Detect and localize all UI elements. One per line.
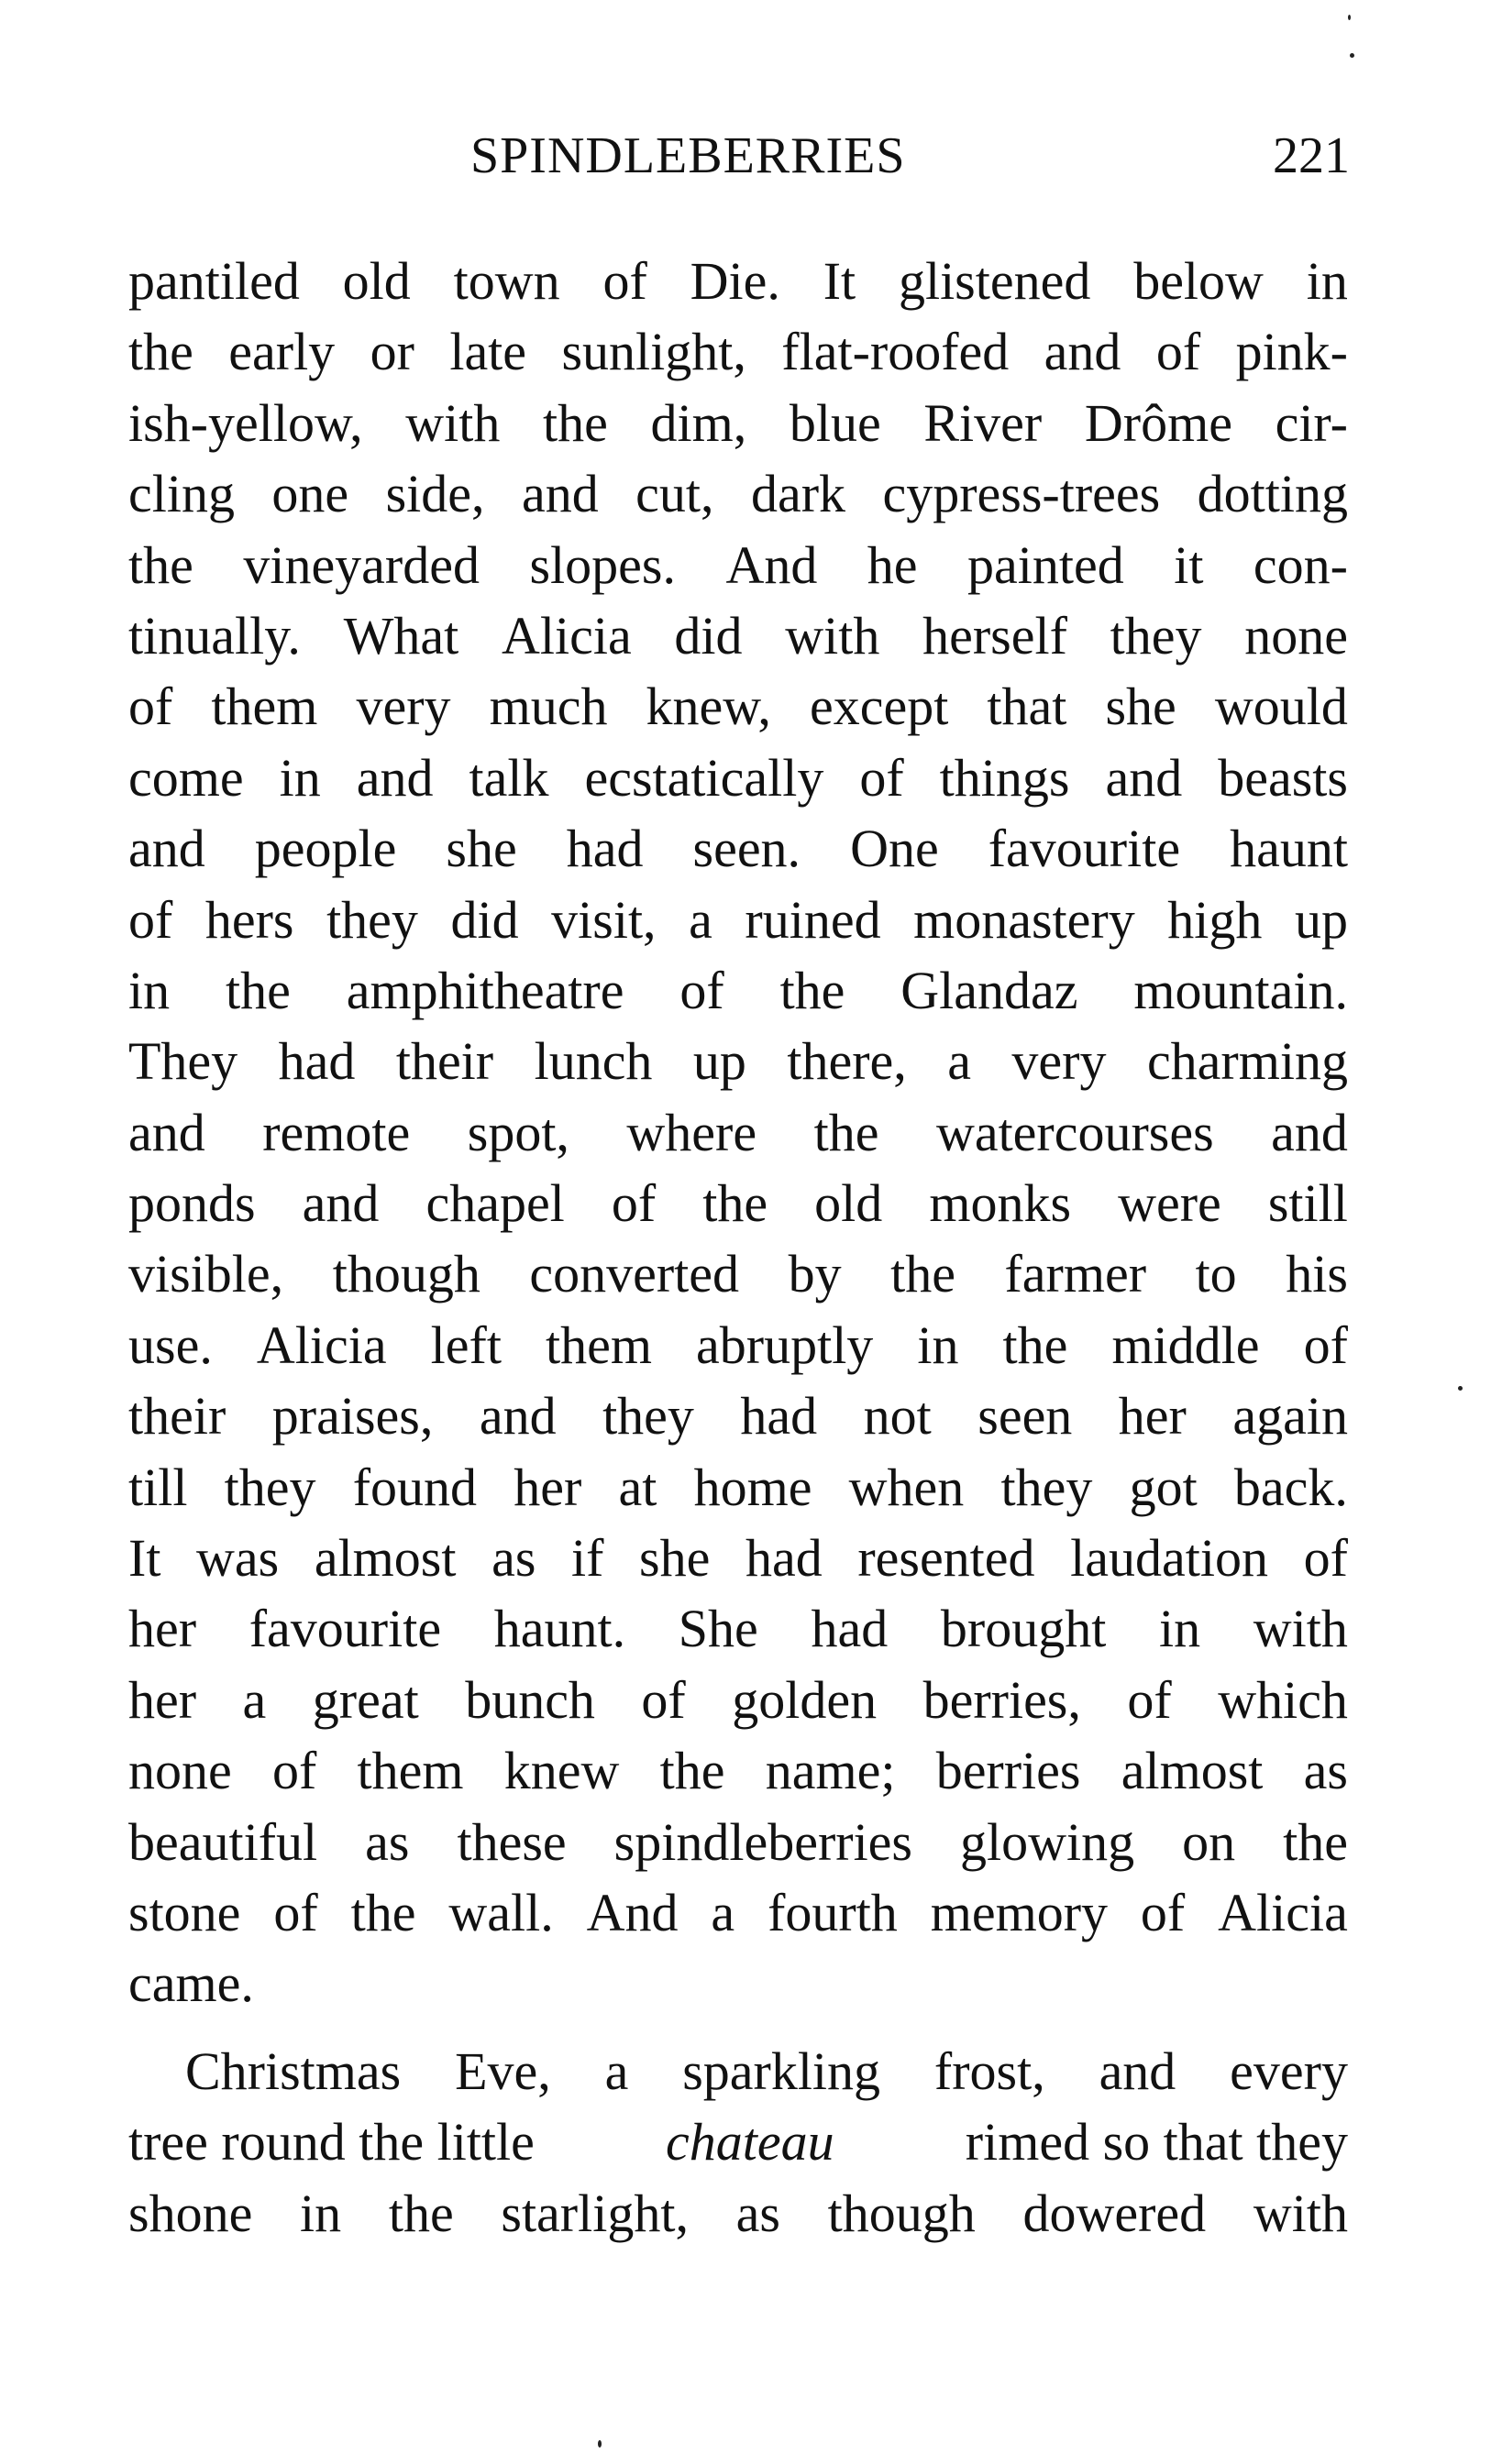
text-line: come in and talk ecstatically of things and beasts (128, 747, 1348, 808)
text-line: beautiful as these spindleberries glowing on the (128, 1811, 1348, 1872)
line-2-text-after: rimed so that they (965, 2112, 1348, 2172)
text-line: and people she had seen. One favourite haunt (128, 819, 1348, 879)
text-line: her favourite haunt. She had brought in with (128, 1599, 1348, 1659)
text-line: and remote spot, where the watercourses and (128, 1102, 1348, 1162)
text-line: the vineyarded slopes. And he painted it con- (128, 534, 1348, 595)
text-line: use. Alicia left them abruptly in the middle of (128, 1314, 1348, 1375)
paragraph-2-line-2 (128, 2106, 1348, 2177)
text-line: of hers they did visit, a ruined monastery high up (128, 889, 1348, 950)
text-line: visible, though converted by the farmer to his (128, 1244, 1348, 1304)
text-line: their praises, and they had not seen her again (128, 1386, 1348, 1446)
text-line: of them very much knew, except that she would (128, 676, 1348, 737)
scan-speck (1348, 15, 1351, 20)
scan-speck (1350, 53, 1354, 58)
text-line: cling one side, and cut, dark cypress-trees dotting (128, 464, 1348, 524)
page-number: 221 (1273, 127, 1350, 184)
text-line: pantiled old town of Die. It glistened below in (128, 251, 1348, 311)
body-text (128, 246, 1348, 2249)
running-title: SPINDLEBERRIES (470, 127, 906, 184)
scan-speck (1458, 1386, 1463, 1391)
text-line: the early or late sunlight, flat-roofed and of pink- (128, 322, 1348, 382)
text-line: tinually. What Alicia did with herself they none (128, 605, 1348, 666)
text-line: They had their lunch up there, a very charming (128, 1031, 1348, 1092)
scan-speck (598, 2440, 602, 2448)
line-2-text-before: tree round the little (128, 2112, 535, 2172)
text-line: ish-yellow, with the dim, blue River Drôme cir- (128, 392, 1348, 453)
text-line: in the amphitheatre of the Glandaz mountain. (128, 960, 1348, 1020)
text-line: It was almost as if she had resented laudation of (128, 1528, 1348, 1589)
paragraph-2-line-3: shone in the starlight, as though dowered with (128, 2183, 1348, 2243)
text-line: ponds and chapel of the old monks were still (128, 1173, 1348, 1234)
text-line: her a great bunch of golden berries, of which (128, 1669, 1348, 1730)
text-line: came. (128, 1953, 254, 2014)
italic-word-chateau: chateau (666, 2112, 834, 2172)
text-line: none of them knew the name; berries almost as (128, 1741, 1348, 1801)
text-line: till they found her at home when they got back. (128, 1457, 1348, 1517)
paragraph-2-line-1: Christmas Eve, a sparkling frost, and every (185, 2040, 1348, 2101)
text-line: stone of the wall. And a fourth memory of Alicia (128, 1882, 1348, 1942)
